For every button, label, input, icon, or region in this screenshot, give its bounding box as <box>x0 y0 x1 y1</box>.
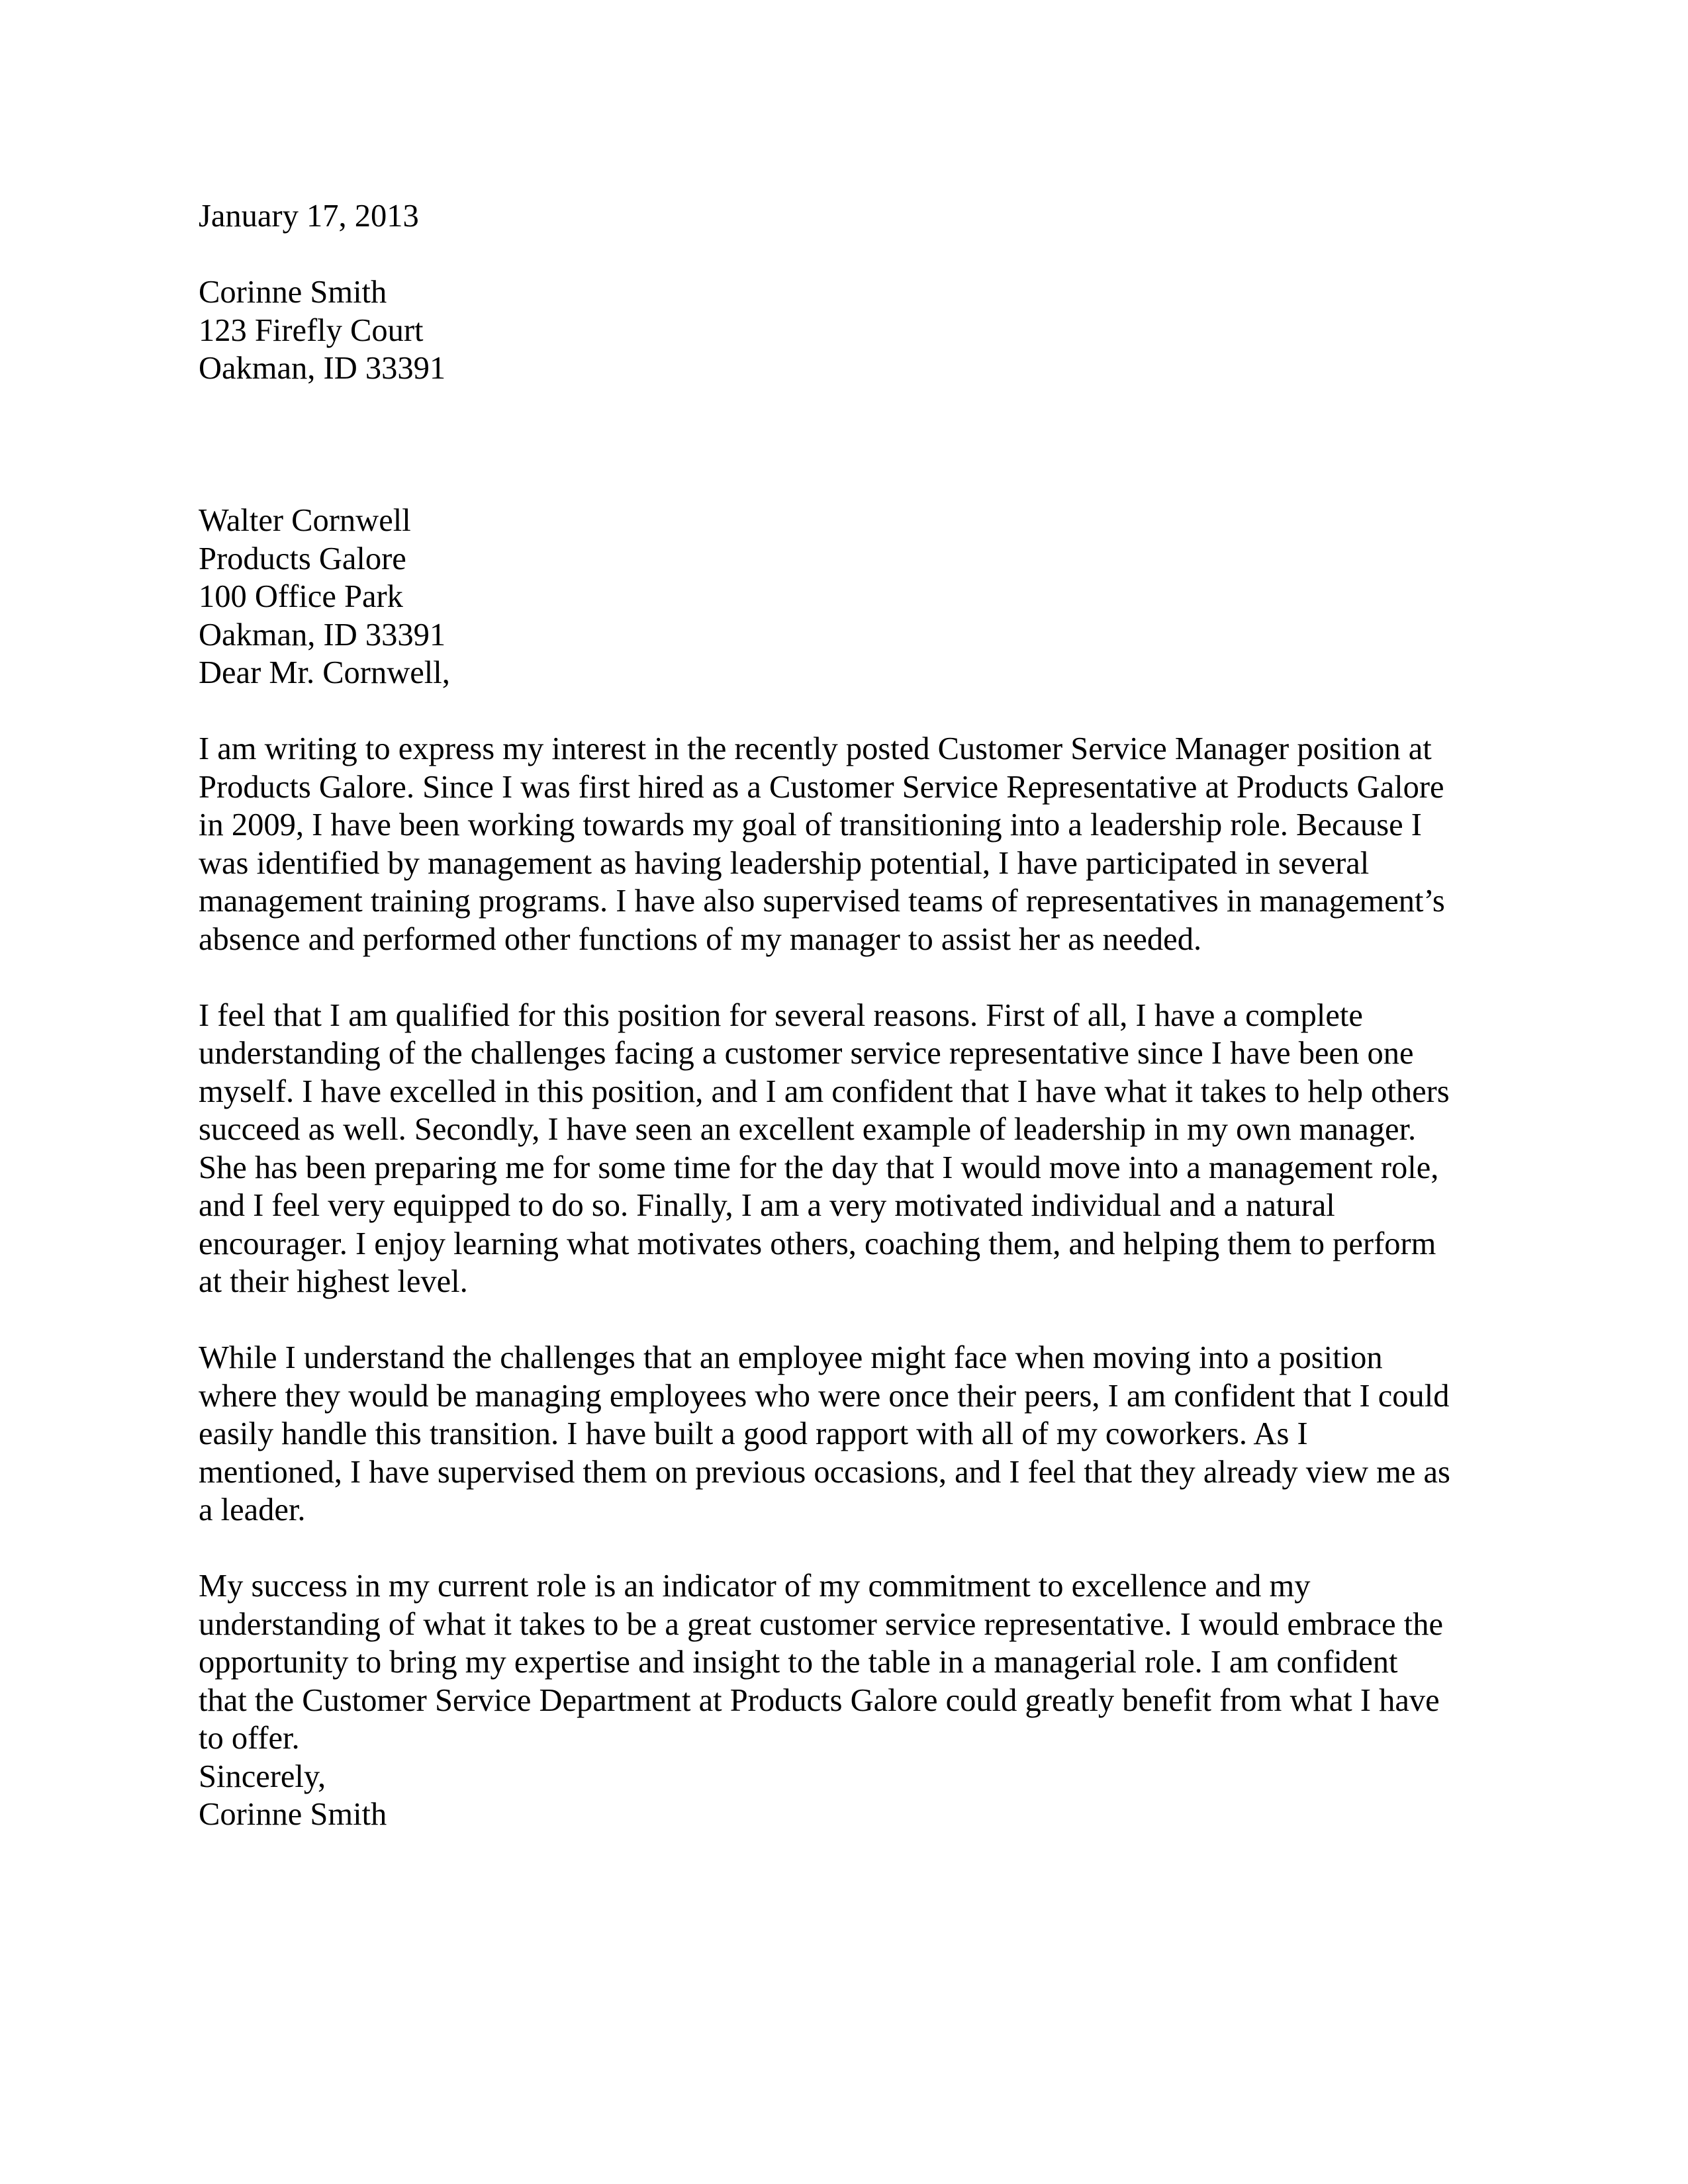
sender-city-line: Oakman, ID 33391 <box>199 351 446 386</box>
paragraph-line: absence and performed other functions of my manager to assist her as needed. <box>199 921 1202 957</box>
signature-name: Corinne Smith <box>199 1797 387 1832</box>
paragraph-line: where they would be managing employees who were once their peers, I am confident that I could <box>199 1378 1450 1414</box>
body-paragraph-2 <box>199 997 1496 1301</box>
paragraph-line: She has been preparing me for some time for the day that I would move into a management role, <box>199 1150 1439 1185</box>
salutation: Dear Mr. Cornwell, <box>199 655 450 690</box>
paragraph-line: While I understand the challenges that an employee might face when moving into a position <box>199 1340 1383 1375</box>
sender-street: 123 Firefly Court <box>199 312 424 348</box>
paragraph-line: at their highest level. <box>199 1264 468 1299</box>
paragraph-line: that the Customer Service Department at Products Galore could greatly benefit from what I have <box>199 1682 1440 1718</box>
paragraph-line: a leader. <box>199 1492 306 1527</box>
paragraph-line: encourager. I enjoy learning what motivates others, coaching them, and helping them to perform <box>199 1226 1436 1261</box>
body-paragraph-4 <box>199 1567 1496 1758</box>
sender-name: Corinne Smith <box>199 275 387 310</box>
paragraph-line: understanding of what it takes to be a great customer service representative. I would embrace the <box>199 1606 1443 1642</box>
sender-address <box>199 273 1496 388</box>
recipient-address <box>199 502 1496 654</box>
paragraph-line: in 2009, I have been working towards my goal of transitioning into a leadership role. Because I <box>199 807 1422 842</box>
paragraph-line: My success in my current role is an indicator of my commitment to excellence and my <box>199 1569 1311 1604</box>
paragraph-line: I feel that I am qualified for this position for several reasons. First of all, I have a complete <box>199 997 1363 1033</box>
letter-date: January 17, 2013 <box>199 199 419 234</box>
recipient-name: Walter Cornwell <box>199 503 411 538</box>
closing: Sincerely, <box>199 1758 326 1794</box>
recipient-street: 100 Office Park <box>199 579 403 614</box>
paragraph-line: I am writing to express my interest in the recently posted Customer Service Manager position at <box>199 731 1432 766</box>
recipient-company: Products Galore <box>199 541 406 576</box>
body-paragraph-3 <box>199 1339 1496 1529</box>
paragraph-line: and I feel very equipped to do so. Finally, I am a very motivated individual and a natural <box>199 1188 1335 1223</box>
paragraph-line: mentioned, I have supervised them on previous occasions, and I feel that they already view me as <box>199 1454 1450 1490</box>
recipient-city-line: Oakman, ID 33391 <box>199 617 446 653</box>
paragraph-line: succeed as well. Secondly, I have seen an excellent example of leadership in my own manager. <box>199 1112 1417 1147</box>
paragraph-line: management training programs. I have also supervised teams of representatives in management’s <box>199 884 1445 919</box>
paragraph-line: myself. I have excelled in this position, and I am confident that I have what it takes to help others <box>199 1073 1450 1109</box>
paragraph-line: opportunity to bring my expertise and insight to the table in a managerial role. I am confident <box>199 1645 1398 1680</box>
letter-body <box>199 197 1496 1834</box>
paragraph-line: was identified by management as having leadership potential, I have participated in several <box>199 845 1370 881</box>
paragraph-line: easily handle this transition. I have built a good rapport with all of my coworkers. As I <box>199 1416 1308 1451</box>
paragraph-line: understanding of the challenges facing a customer service representative since I have been one <box>199 1036 1414 1071</box>
body-paragraph-1 <box>199 730 1496 958</box>
paragraph-line: Products Galore. Since I was first hired as a Customer Service Representative at Products Galore <box>199 769 1444 805</box>
paragraph-line: to offer. <box>199 1721 300 1756</box>
